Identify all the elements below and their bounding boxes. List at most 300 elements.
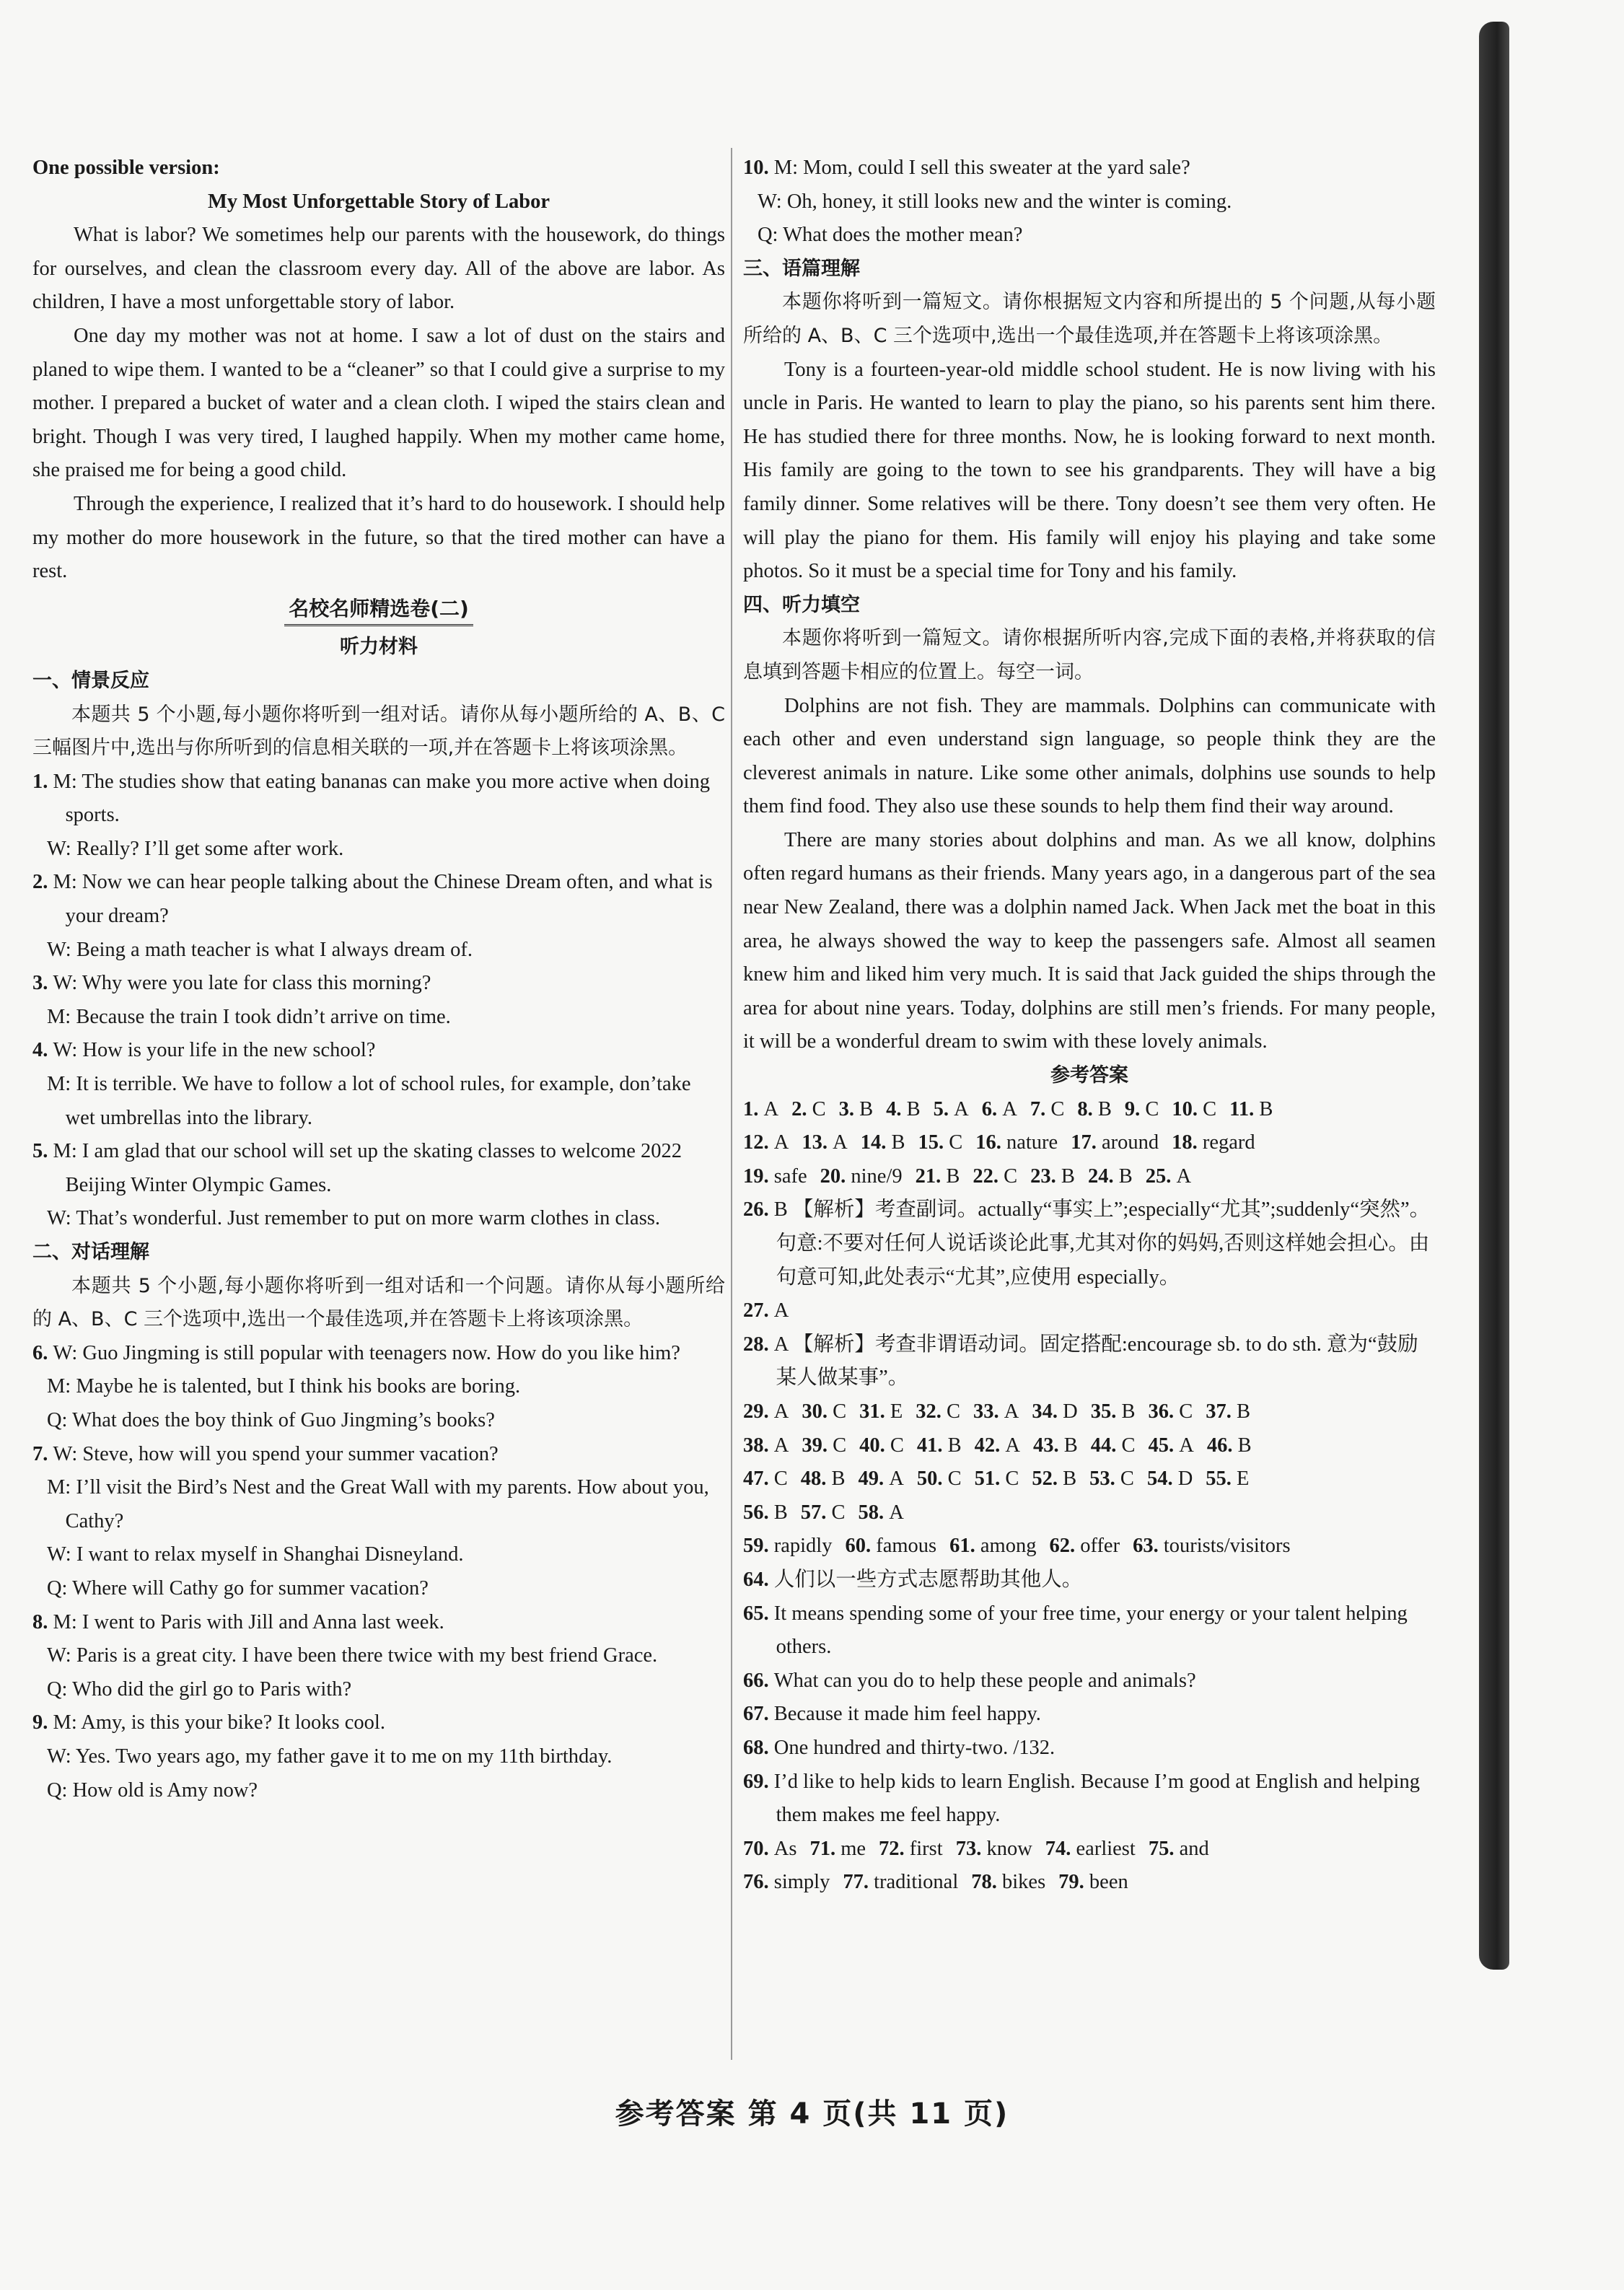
answer-number: 5. <box>933 1097 954 1120</box>
answer-item <box>1058 1866 1128 1900</box>
answer-item <box>801 1462 846 1496</box>
answer-item <box>1033 1429 1078 1463</box>
answer-value: A <box>1004 1400 1019 1423</box>
answer-row <box>743 1496 1436 1530</box>
answer-item <box>743 1126 789 1160</box>
answer-value: C <box>1004 1164 1018 1188</box>
answer-number: 36. <box>1148 1400 1180 1423</box>
answer-value: B <box>906 1097 921 1120</box>
answer-number: 12. <box>743 1131 774 1154</box>
dialogue-text: W: That’s wonderful. Just remember to put on more warm clothes in class. <box>46 1207 661 1230</box>
item-number: 10. <box>743 157 774 179</box>
answer-number: 54. <box>1146 1468 1178 1491</box>
answer-number: 2. <box>791 1097 812 1120</box>
answer-explanation <box>743 1664 1436 1698</box>
answer-item <box>975 1429 1020 1463</box>
answer-item <box>743 1833 796 1866</box>
answer-number: 7. <box>1030 1097 1051 1120</box>
answer-number: 60. <box>845 1535 877 1558</box>
answer-number: 46. <box>1206 1434 1238 1457</box>
answer-value: know <box>986 1837 1032 1860</box>
answer-item <box>1229 1093 1273 1127</box>
answer-number: 11. <box>1229 1097 1260 1120</box>
answer-number: 31. <box>859 1400 890 1423</box>
answer-item <box>916 1395 960 1429</box>
answer-number: 76. <box>743 1871 774 1894</box>
dialogue-line <box>32 1471 725 1538</box>
item-number: 1. <box>32 770 53 793</box>
answer-item <box>1206 1395 1250 1429</box>
answer-value: C <box>1145 1097 1159 1120</box>
answer-item <box>1032 1462 1076 1496</box>
answer-item <box>973 1160 1017 1194</box>
answer-value: earliest <box>1076 1837 1136 1860</box>
dialogue-text: M: The studies show that eating bananas can make you more active when doing sports. <box>53 770 710 827</box>
answer-item <box>1091 1395 1136 1429</box>
answer-item <box>802 1395 846 1429</box>
answer-number: 49. <box>858 1468 890 1491</box>
answer-item <box>859 1395 903 1429</box>
answer-item <box>791 1093 826 1127</box>
answer-number: 51. <box>974 1468 1006 1491</box>
answer-text: A <box>773 1299 789 1322</box>
answer-number: 70. <box>743 1837 774 1860</box>
answer-item <box>982 1093 1017 1127</box>
answer-row <box>743 1126 1436 1160</box>
answer-value: B <box>1061 1164 1075 1188</box>
item-number: 2. <box>32 871 53 894</box>
answer-number: 8. <box>1077 1097 1098 1120</box>
answer-number: 43. <box>1032 1434 1064 1457</box>
answer-value: B <box>1063 1434 1078 1457</box>
answer-value: C <box>831 1501 846 1524</box>
answer-value: C <box>833 1434 847 1457</box>
answer-item <box>1071 1126 1159 1160</box>
answer-number: 78. <box>971 1871 1002 1894</box>
page-footer: 参考答案 第 4 页(共 11 页) <box>615 2097 1009 2131</box>
answer-value: famous <box>876 1535 937 1558</box>
section-2-title: 二、对话理解 <box>32 1241 149 1263</box>
dialogue-line <box>32 1706 725 1740</box>
answer-number: 59. <box>743 1535 774 1558</box>
answer-value: B <box>946 1164 960 1188</box>
answer-item <box>934 1093 969 1127</box>
answer-text: B 【解析】考查副词。actually“事实上”;especially“尤其”;suddenly“突然”。句意:不要对任何人说话谈论此事,尤其对你的妈妈,否则这样她会担心。由句意可知,此处表示“尤其”,应使用 especially。 <box>773 1198 1431 1289</box>
answer-explanation <box>743 1765 1436 1833</box>
answer-value: D <box>1177 1468 1193 1491</box>
answer-item <box>1207 1429 1252 1463</box>
answer-row <box>743 1395 1436 1429</box>
answer-value: C <box>1050 1097 1065 1120</box>
answer-value: D <box>1063 1400 1078 1423</box>
answer-number: 3. <box>838 1097 860 1120</box>
answer-number: 72. <box>879 1837 910 1860</box>
answer-item <box>1088 1160 1133 1194</box>
answer-number: 75. <box>1148 1837 1180 1860</box>
answer-value: As <box>773 1837 797 1860</box>
answer-item <box>802 1429 846 1463</box>
item-number: 5. <box>32 1140 53 1163</box>
answer-number: 29. <box>743 1400 774 1423</box>
answer-value: simply <box>773 1871 830 1894</box>
answer-item <box>956 1833 1032 1866</box>
answer-item <box>1206 1462 1249 1496</box>
dialogue-line <box>32 1438 725 1472</box>
section-3-instructions: 本题你将听到一篇短文。请你根据短文内容和所提出的 5 个问题,从每小题所给的 A、B、C 三个选项中,选出一个最佳选项,并在答题卡上将该项涂黑。 <box>743 291 1436 347</box>
section-1-instructions: 本题共 5 个小题,每小题你将听到一组对话。请你从每小题所给的 A、B、C 三幅图片中,选出与你所听到的信息相关联的一项,并在答题卡上将该项涂黑。 <box>32 703 725 760</box>
answer-item <box>971 1866 1045 1900</box>
dialogue-text: M: I am glad that our school will set up the skating classes to welcome 2022 Beijing Winter Olympic Games. <box>53 1140 682 1196</box>
answer-item <box>916 1160 960 1194</box>
answer-explanation <box>743 1193 1436 1294</box>
answer-item <box>1146 1160 1191 1194</box>
answer-item <box>975 1126 1058 1160</box>
dialogue-text: M: I went to Paris with Jill and Anna last week. <box>53 1610 444 1633</box>
dialogue-text: M: Because the train I took didn’t arrive on time. <box>46 1005 451 1028</box>
section-4-paragraph: Dolphins are not fish. They are mammals. Dolphins can communicate with each other and even understand sign language, so people think they are the cleverest animals in nature. Like some other animals, dolphins use sounds to help them find food. They also use these sounds to help them find their way around. <box>743 694 1436 818</box>
answer-number: 10. <box>1172 1097 1203 1120</box>
answer-number: 30. <box>802 1400 833 1423</box>
answer-explanation <box>743 1328 1436 1395</box>
answer-value: B <box>891 1131 905 1154</box>
answer-value: safe <box>773 1164 807 1188</box>
answer-item <box>1030 1093 1065 1127</box>
dialogue-line <box>743 152 1436 185</box>
answer-row <box>743 1530 1436 1563</box>
answer-value: B <box>773 1501 788 1524</box>
answer-item <box>1049 1530 1120 1563</box>
dialogue-text: W: I want to relax myself in Shanghai Disneyland. <box>46 1543 464 1566</box>
answer-item <box>859 1496 904 1530</box>
answer-item <box>918 1126 962 1160</box>
answer-row <box>743 1160 1436 1194</box>
dialogue-line <box>32 967 725 1001</box>
dialogue-line <box>32 1572 725 1606</box>
answer-number: 64. <box>743 1568 774 1591</box>
dialogue-text: Q: Who did the girl go to Paris with? <box>46 1677 352 1701</box>
answer-value: B <box>1259 1097 1273 1120</box>
answer-row <box>743 1462 1436 1496</box>
answer-number: 63. <box>1133 1535 1164 1558</box>
answer-value: A <box>1002 1097 1017 1120</box>
dialogue-text: W: Why were you late for class this morning? <box>53 972 431 995</box>
answer-number: 42. <box>974 1434 1006 1457</box>
answer-item <box>1172 1126 1255 1160</box>
answer-text: What can you do to help these people and animals? <box>773 1669 1196 1692</box>
dialogue-line <box>32 1370 725 1404</box>
section-3-text: Tony is a fourteen-year-old middle school student. He is now living with his uncle in Paris. He wanted to learn to play the piano, so his parents sent him there. He has studied there for three months. Now, he is looking forward to next month. His family are going to the town to see his grandparents. They will have a big family dinner. Some relatives will be there. Tony doesn’t see them very often. He will play the piano for them. His family will enjoy his playing and take some photos. So it must be a special time for Tony and his family. <box>743 358 1436 583</box>
dialogue-line <box>32 1135 725 1202</box>
answer-value: C <box>1179 1400 1193 1423</box>
answer-value: B <box>947 1434 962 1457</box>
answer-number: 57. <box>800 1501 832 1524</box>
answer-explanation <box>743 1294 1436 1328</box>
item-number: 6. <box>32 1341 53 1364</box>
dialogue-text: M: Amy, is this your bike? It looks cool. <box>53 1711 385 1734</box>
answer-item <box>843 1866 958 1900</box>
dialogue-text: W: Oh, honey, it still looks new and the winter is coming. <box>757 190 1232 213</box>
answer-value: among <box>980 1535 1037 1558</box>
answer-item <box>801 1496 846 1530</box>
dialogue-line <box>32 1068 725 1135</box>
answer-number: 66. <box>743 1669 774 1692</box>
dialogue-text: W: How is your life in the new school? <box>53 1039 376 1062</box>
answer-value: first <box>909 1837 943 1860</box>
answer-number: 48. <box>800 1468 832 1491</box>
answer-number: 69. <box>743 1770 774 1793</box>
answer-number: 41. <box>916 1434 948 1457</box>
answer-number: 26. <box>743 1198 774 1221</box>
answer-item <box>1133 1530 1291 1563</box>
answer-number: 19. <box>743 1164 774 1188</box>
dialogue-text: M: Now we can hear people talking about the Chinese Dream often, and what is your dream? <box>53 871 713 928</box>
answer-number: 35. <box>1090 1400 1122 1423</box>
answer-number: 34. <box>1032 1400 1063 1423</box>
answer-number: 17. <box>1071 1131 1102 1154</box>
right-column <box>743 152 1436 1900</box>
answer-value: E <box>890 1400 903 1423</box>
answer-item <box>1147 1462 1193 1496</box>
section-4-title: 四、听力填空 <box>743 593 860 616</box>
answer-value: nature <box>1006 1131 1058 1154</box>
answer-value: A <box>954 1097 969 1120</box>
section-1-items <box>32 765 725 1236</box>
answer-item <box>1125 1093 1159 1127</box>
answer-item <box>973 1395 1019 1429</box>
section-4-instructions: 本题你将听到一篇短文。请你根据所听内容,完成下面的表格,并将获取的信息填到答题卡相应的位置上。每空一词。 <box>743 627 1436 683</box>
left-column <box>32 152 725 1807</box>
answer-value: B <box>1118 1164 1133 1188</box>
answer-item <box>820 1160 903 1194</box>
answer-number: 79. <box>1058 1871 1089 1894</box>
answer-number: 52. <box>1032 1468 1063 1491</box>
answer-number: 9. <box>1124 1097 1146 1120</box>
answer-key <box>743 1093 1436 1900</box>
answer-value: E <box>1237 1468 1250 1491</box>
dialogue-line <box>32 1673 725 1707</box>
dialogue-text: M: Mom, could I sell this sweater at the yard sale? <box>773 157 1190 179</box>
answer-number: 15. <box>918 1131 949 1154</box>
answer-number: 65. <box>743 1602 774 1625</box>
answer-value: C <box>890 1434 904 1457</box>
answer-item <box>839 1093 874 1127</box>
answer-value: C <box>947 1400 961 1423</box>
dialogue-text: M: I’ll visit the Bird’s Nest and the Great Wall with my parents. How about you, Cathy? <box>46 1476 709 1532</box>
item-number: 4. <box>32 1039 53 1062</box>
dialogue-text: W: Yes. Two years ago, my father gave it to me on my 11th birthday. <box>46 1745 613 1768</box>
answer-item <box>1149 1833 1209 1866</box>
answer-item <box>859 1462 904 1496</box>
section-3-title: 三、语篇理解 <box>743 257 860 280</box>
dialogue-line <box>32 866 725 933</box>
essay-paragraph: What is labor? We sometimes help our parents with the housework, do things for ourselves, and clean the classroom every day. All of the above are labor. As children, I have a most unforgettable story of labor. <box>32 224 725 314</box>
answer-value: C <box>1005 1468 1019 1491</box>
answer-value: A <box>1005 1434 1020 1457</box>
dialogue-line <box>32 1202 725 1236</box>
dialogue-line <box>32 765 725 833</box>
dialogue-text: W: Paris is a great city. I have been there twice with my best friend Grace. <box>46 1644 658 1667</box>
dialogue-line <box>32 1034 725 1068</box>
answer-number: 39. <box>802 1434 833 1457</box>
dialogue-line <box>32 1639 725 1673</box>
answer-value: B <box>1063 1468 1077 1491</box>
answer-number: 37. <box>1206 1400 1237 1423</box>
answer-number: 20. <box>820 1164 851 1188</box>
item-number: 7. <box>32 1442 53 1465</box>
dialogue-line <box>32 1001 725 1035</box>
answer-item <box>1149 1429 1194 1463</box>
answer-number: 56. <box>743 1501 774 1524</box>
dialogue-line <box>32 1404 725 1438</box>
answer-value: regard <box>1202 1131 1255 1154</box>
answer-number: 62. <box>1049 1535 1081 1558</box>
answer-number: 68. <box>743 1736 774 1759</box>
answer-item <box>845 1530 936 1563</box>
answer-number: 13. <box>802 1131 833 1154</box>
answer-item <box>743 1093 778 1127</box>
answer-value: tourists/visitors <box>1163 1535 1291 1558</box>
answer-value: me <box>840 1837 866 1860</box>
dialogue-text: Q: How old is Amy now? <box>46 1778 258 1802</box>
answer-value: B <box>1121 1400 1136 1423</box>
answer-value: B <box>1237 1434 1252 1457</box>
answer-number: 4. <box>886 1097 907 1120</box>
answer-value: A <box>773 1434 789 1457</box>
answer-number: 27. <box>743 1299 774 1322</box>
answer-item <box>917 1429 962 1463</box>
answer-row <box>743 1866 1436 1900</box>
answer-value: A <box>763 1097 779 1120</box>
answer-number: 32. <box>916 1400 947 1423</box>
answer-value: C <box>1120 1468 1134 1491</box>
listening-title: 听力材料 <box>340 636 418 659</box>
answer-item <box>975 1462 1019 1496</box>
answer-text: A 【解析】考查非谓语动词。固定搭配:encourage sb. to do sth. 意为“鼓励某人做某事”。 <box>773 1333 1418 1390</box>
answer-item <box>743 1866 830 1900</box>
answer-value: C <box>1121 1434 1136 1457</box>
answer-number: 33. <box>973 1400 1004 1423</box>
answer-number: 21. <box>915 1164 947 1188</box>
answer-value: rapidly <box>773 1535 833 1558</box>
answer-value: nine/9 <box>851 1164 903 1188</box>
answer-explanation <box>743 1597 1436 1664</box>
answer-number: 45. <box>1148 1434 1180 1457</box>
answer-number: 55. <box>1206 1468 1237 1491</box>
answer-explanation <box>743 1732 1436 1765</box>
dialogue-line <box>32 833 725 867</box>
section-1-title: 一、情景反应 <box>32 669 149 692</box>
section-2-instructions: 本题共 5 个小题,每小题你将听到一组对话和一个问题。请你从每小题所给的 A、B、C 三个选项中,选出一个最佳选项,并在答题卡上将该项涂黑。 <box>32 1274 725 1331</box>
answer-value: B <box>831 1468 846 1491</box>
answer-item <box>1089 1462 1134 1496</box>
answer-item <box>886 1093 921 1127</box>
answer-item <box>1032 1395 1077 1429</box>
answer-text: One hundred and thirty-two. /132. <box>773 1736 1055 1759</box>
answer-value: bikes <box>1002 1871 1046 1894</box>
dialogue-text: Q: Where will Cathy go for summer vacation? <box>46 1576 429 1600</box>
answer-value: A <box>773 1131 789 1154</box>
dialogue-line <box>32 1538 725 1572</box>
section-4-paragraph: There are many stories about dolphins and man. As we all know, dolphins often regard humans as their friends. Many years ago, in a dangerous part of the sea near New Zealand, there was a dolphin named Jack. When Jack met the boat in this area, he always showed the way to keep the passengers safe. Almost all seamen knew him and liked him very much. It is said that Jack guided the ships through the area for about nine years. Today, dolphins are still men’s friends. For many people, it will be a wonderful dream to swim with these lovely animals. <box>743 828 1436 1053</box>
answer-number: 16. <box>975 1131 1006 1154</box>
answer-number: 71. <box>809 1837 841 1860</box>
answers-title: 参考答案 <box>1050 1064 1128 1087</box>
answer-item <box>949 1530 1036 1563</box>
paper-title: 名校名师精选卷(二) <box>32 593 725 627</box>
answer-value: A <box>1176 1164 1192 1188</box>
dialogue-item-10 <box>743 152 1436 253</box>
dialogue-text: M: It is terrible. We have to follow a lot of school rules, for example, don’take wet umbrellas into the library. <box>46 1073 691 1129</box>
answer-value: C <box>833 1400 847 1423</box>
answer-value: C <box>773 1468 788 1491</box>
dialogue-text: W: Steve, how will you spend your summer vacation? <box>53 1442 499 1465</box>
dialogue-text: W: Being a math teacher is what I always dream of. <box>46 938 473 961</box>
answer-number: 73. <box>955 1837 987 1860</box>
answer-value: B <box>1237 1400 1251 1423</box>
answer-number: 25. <box>1145 1164 1177 1188</box>
answer-number: 47. <box>743 1468 774 1491</box>
answer-item <box>861 1126 905 1160</box>
dialogue-text: Q: What does the mother mean? <box>757 224 1023 247</box>
answer-number: 18. <box>1172 1131 1203 1154</box>
answer-value: and <box>1179 1837 1209 1860</box>
answer-explanation <box>743 1698 1436 1732</box>
dialogue-text: Q: What does the boy think of Guo Jingming’s books? <box>46 1408 495 1431</box>
essay-label: One possible version: <box>32 157 220 179</box>
answer-number: 1. <box>743 1097 764 1120</box>
answer-value: B <box>859 1097 874 1120</box>
answer-item <box>1172 1093 1216 1127</box>
dialogue-line <box>32 1774 725 1808</box>
answer-number: 23. <box>1030 1164 1061 1188</box>
answer-number: 6. <box>981 1097 1003 1120</box>
answer-row <box>743 1833 1436 1866</box>
item-number: 3. <box>32 972 53 995</box>
answer-item <box>1149 1395 1193 1429</box>
essay-paragraph: Through the experience, I realized that it’s hard to do housework. I should help my mother do more housework in the future, so that the tired mother can have a rest. <box>32 492 725 583</box>
dialogue-text: M: Maybe he is talented, but I think his books are boring. <box>46 1375 521 1398</box>
answer-value: C <box>949 1131 963 1154</box>
answer-item <box>802 1126 847 1160</box>
answer-item <box>1030 1160 1075 1194</box>
answer-value: A <box>773 1400 789 1423</box>
answer-text: I’d like to help kids to learn English. Because I’m good at English and helping them makes me feel happy. <box>773 1770 1420 1827</box>
dialogue-text: W: Really? I’ll get some after work. <box>46 837 344 860</box>
dialogue-line <box>32 1337 725 1371</box>
answer-item <box>879 1833 943 1866</box>
dialogue-line <box>32 934 725 968</box>
item-number: 9. <box>32 1711 53 1734</box>
essay-paragraph: One day my mother was not at home. I saw a lot of dust on the stairs and planed to wipe them. I wanted to be a “cleaner” so that I could give a surprise to my mother. I prepared a bucket of water and a clean cloth. I wiped the stairs clean and bright. Though I was very tired, I laughed happily. When my mother came home, she praised me for being a good child. <box>32 324 725 482</box>
dialogue-line <box>32 1606 725 1640</box>
answer-item <box>1077 1093 1112 1127</box>
answer-value: offer <box>1080 1535 1120 1558</box>
answer-explanation <box>743 1563 1436 1597</box>
book-spine-shadow <box>1479 22 1509 1970</box>
answer-number: 24. <box>1087 1164 1119 1188</box>
answer-value: around <box>1101 1131 1159 1154</box>
answer-item <box>809 1833 866 1866</box>
answer-item <box>743 1160 807 1194</box>
answer-value: A <box>889 1501 904 1524</box>
answer-item <box>1091 1429 1136 1463</box>
answer-item <box>743 1429 789 1463</box>
section-2-items <box>32 1337 725 1807</box>
dialogue-line <box>743 185 1436 219</box>
answer-number: 38. <box>743 1434 774 1457</box>
answer-number: 22. <box>973 1164 1004 1188</box>
dialogue-line <box>743 219 1436 253</box>
